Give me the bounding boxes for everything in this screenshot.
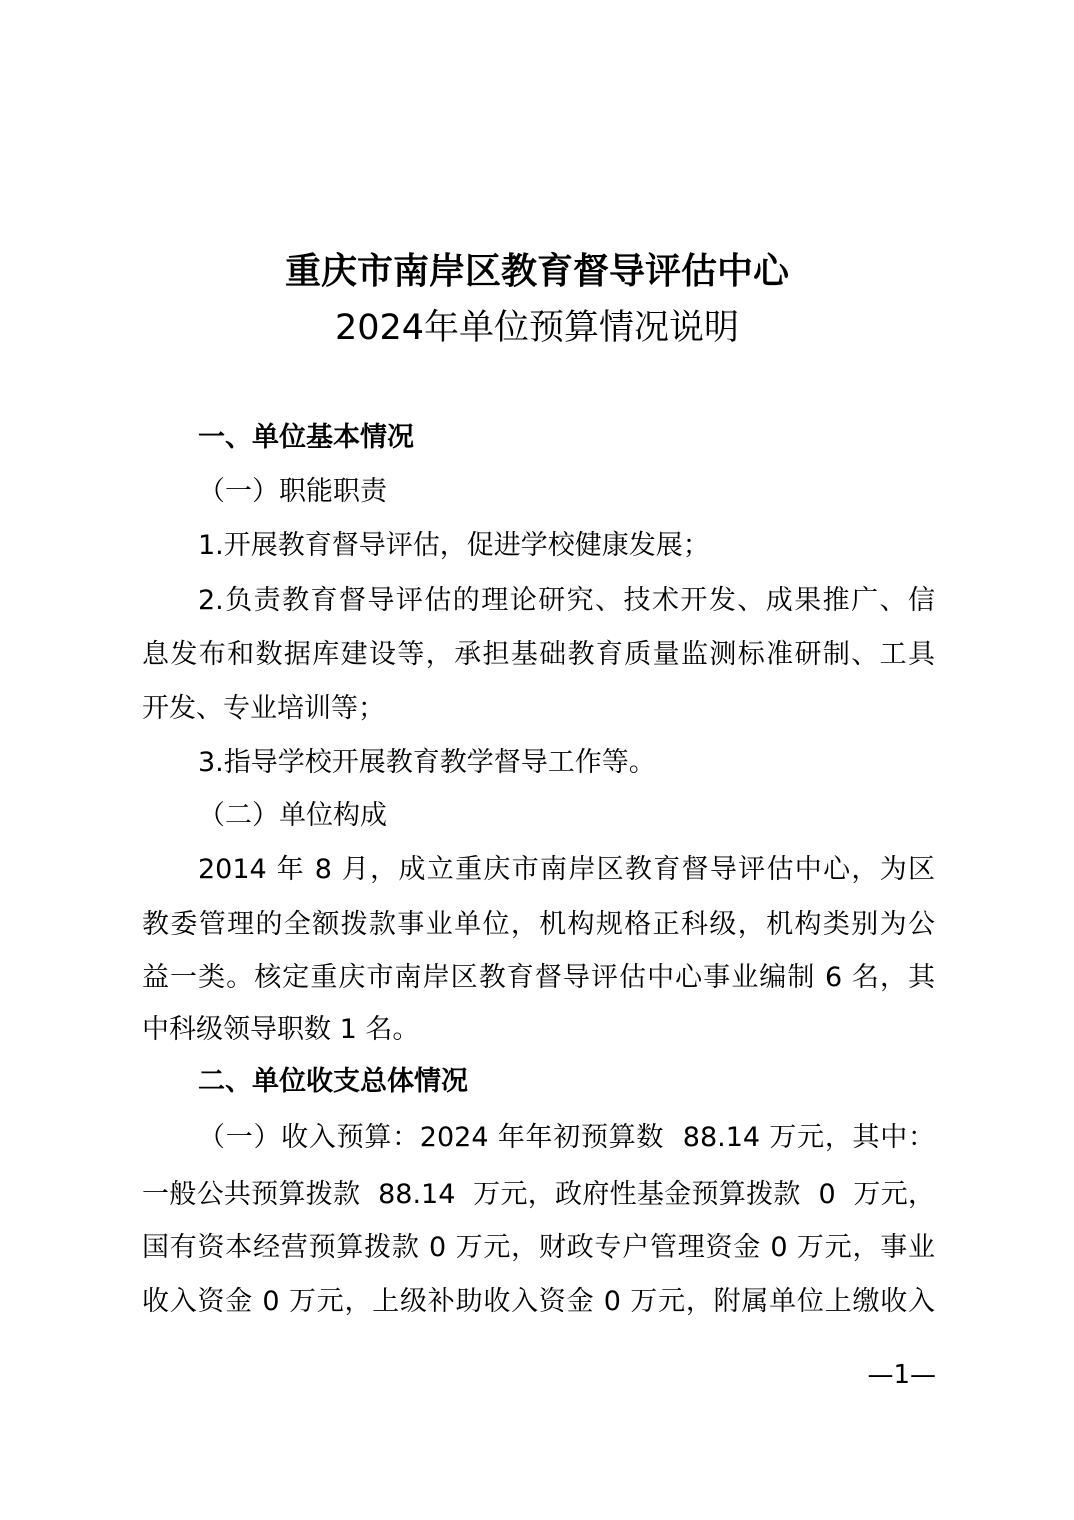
sub1-heading: （一）职能职责 (198, 476, 387, 507)
section1-heading: 一、单位基本情况 (198, 422, 414, 453)
duty-item-2-line: 息发布和数据库建设等，承担基础教育质量监测标准研制、工具 (142, 639, 935, 670)
sub2-heading: （二）单位构成 (198, 800, 387, 831)
composition-line: 益一类。核定重庆市南岸区教育督导评估中心事业编制 6 名，其 (142, 962, 935, 993)
income-line: （一）收入预算：2024 年年初预算数 88.14 万元，其中： (198, 1122, 935, 1153)
page-number: —1— (867, 1360, 936, 1390)
document-title-line2: 2024年单位预算情况说明 (334, 308, 740, 348)
income-line: 国有资本经营预算拨款 0 万元，财政专户管理资金 0 万元，事业 (142, 1232, 935, 1263)
composition-line: 2014 年 8 月，成立重庆市南岸区教育督导评估中心，为区 (198, 854, 935, 885)
composition-line: 教委管理的全额拨款事业单位，机构规格正科级，机构类别为公 (142, 909, 935, 940)
duty-item-2-line: 2.负责教育督导评估的理论研究、技术开发、成果推广、信 (198, 585, 935, 616)
section2-heading: 二、单位收支总体情况 (198, 1066, 468, 1097)
duty-item-1: 1.开展教育督导评估，促进学校健康发展； (198, 530, 710, 561)
duty-item-2-line: 开发、专业培训等； (142, 693, 385, 724)
income-line: 收入资金 0 万元，上级补助收入资金 0 万元，附属单位上缴收入 (142, 1286, 935, 1317)
document-title-line1: 重庆市南岸区教育督导评估中心 (284, 251, 789, 292)
duty-item-3: 3.指导学校开展教育教学督导工作等。 (198, 747, 656, 778)
composition-line: 中科级领导职数 1 名。 (142, 1014, 420, 1045)
income-line: 一般公共预算拨款 88.14 万元，政府性基金预算拨款 0 万元， (142, 1179, 935, 1210)
